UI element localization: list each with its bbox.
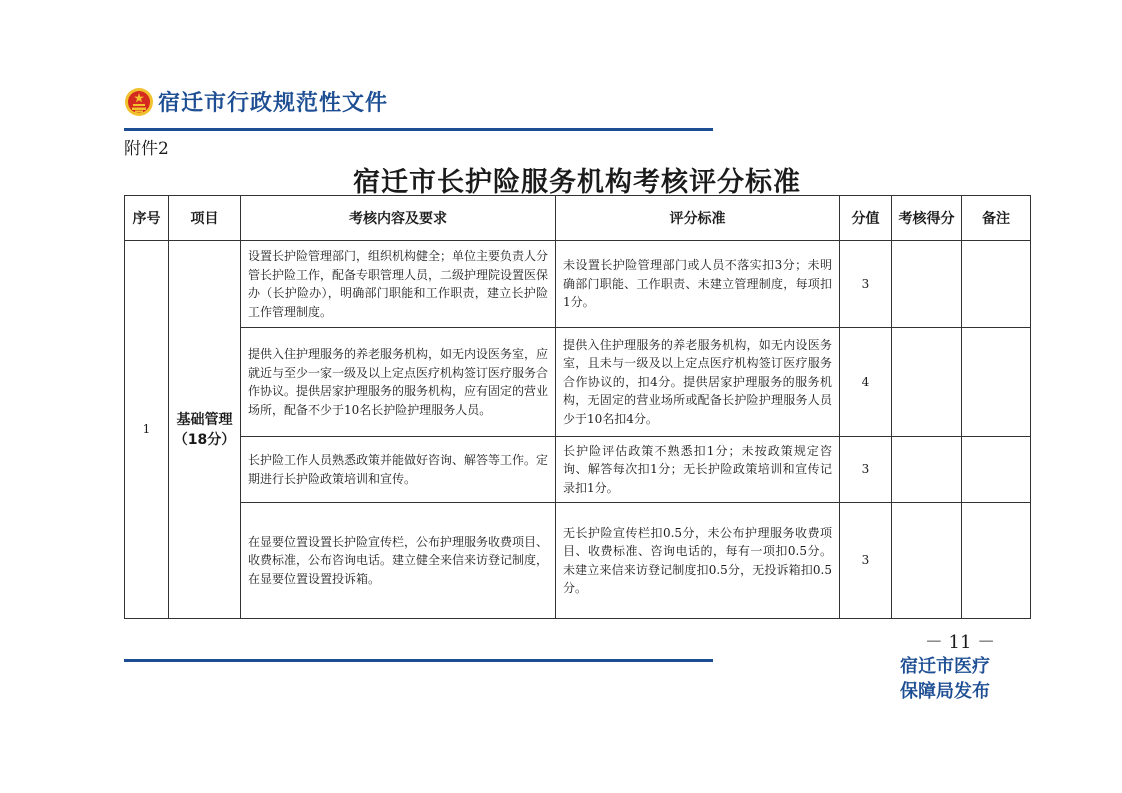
note-cell [962,328,1031,437]
table-header-row [125,196,1031,241]
result-cell [892,328,962,437]
seq-cell: 1 [125,241,169,619]
header-brand-title: 宿迁市行政规范性文件 [158,91,389,116]
note-cell [962,503,1031,619]
national-emblem-icon [124,87,154,117]
result-cell [892,437,962,503]
header-divider [124,128,713,131]
table-row [125,437,1031,503]
column-header-result: 考核得分 [892,196,962,241]
column-header-seq: 序号 [125,196,169,241]
document-header [124,86,388,117]
page-number: － 11 － [924,632,996,653]
criteria-cell: 无长护险宣传栏扣0.5分，未公布护理服务收费项目、收费标准、咨询电话的，每有一项扣0.5分。未建立来信来访登记制度扣0.5分，无投诉箱扣0.5分。 [556,503,840,619]
note-cell [962,437,1031,503]
scoring-table [124,195,1031,619]
publisher-stamp [885,654,1005,704]
footer-divider [124,659,713,662]
publisher-line-2: 保障局发布 [900,681,990,702]
project-cell [169,241,241,619]
criteria-cell: 长护险评估政策不熟悉扣1分；未按政策规定咨询、解答每次扣1分；无长护险政策培训和宣传记录扣1分。 [556,437,840,503]
document-title: 宿迁市长护险服务机构考核评分标准 [353,167,801,198]
content-cell: 提供入住护理服务的养老服务机构，如无内设医务室，应就近与至少一家一级及以上定点医疗机构签订医疗服务合作协议。提供居家护理服务的服务机构，应有固定的营业场所，配备不少于10名长护险护理服务人员。 [241,328,556,437]
column-header-criteria: 评分标准 [556,196,840,241]
project-points: （18分） [173,431,236,448]
result-cell [892,241,962,328]
table-row [125,241,1031,328]
score-cell: 4 [840,328,892,437]
criteria-cell: 提供入住护理服务的养老服务机构，如无内设医务室，且未与一级及以上定点医疗机构签订医疗服务合作协议的，扣4分。提供居家护理服务的服务机构，无固定的营业场所或配备长护险护理服务人员少于10名扣4分。 [556,328,840,437]
column-header-project: 项目 [169,196,241,241]
content-cell: 长护险工作人员熟悉政策并能做好咨询、解答等工作。定期进行长护险政策培训和宣传。 [241,437,556,503]
score-cell: 3 [840,241,892,328]
column-header-score: 分值 [840,196,892,241]
table-row [125,328,1031,437]
table-row [125,503,1031,619]
score-cell: 3 [840,437,892,503]
attachment-label: 附件2 [124,139,169,159]
content-cell: 在显要位置设置长护险宣传栏，公布护理服务收费项目、收费标准，公布咨询电话。建立健全来信来访登记制度，在显要位置设置投诉箱。 [241,503,556,619]
note-cell [962,241,1031,328]
score-cell: 3 [840,503,892,619]
column-header-note: 备注 [962,196,1031,241]
project-name: 基础管理 [176,411,233,428]
criteria-cell: 未设置长护险管理部门或人员不落实扣3分；未明确部门职能、工作职责、未建立管理制度，每项扣1分。 [556,241,840,328]
column-header-content: 考核内容及要求 [241,196,556,241]
result-cell [892,503,962,619]
publisher-line-1: 宿迁市医疗 [900,656,990,677]
content-cell: 设置长护险管理部门，组织机构健全；单位主要负责人分管长护险工作，配备专职管理人员，二级护理院设置医保办（长护险办），明确部门职能和工作职责，建立长护险工作管理制度。 [241,241,556,328]
